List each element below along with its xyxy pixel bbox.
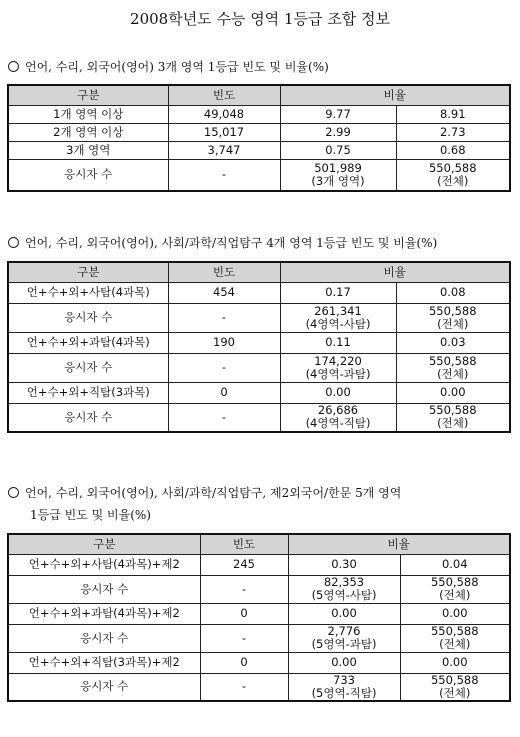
table-cell: 454 — [168, 282, 280, 303]
table-cell: 0.11 — [280, 332, 396, 353]
table-cell: 언+수+외+과탐(4과목) — [8, 332, 168, 353]
column-header: 비율 — [280, 85, 510, 105]
table-cell: 49,048 — [168, 105, 280, 123]
table-cell: - — [200, 624, 288, 652]
table-row — [8, 141, 510, 159]
table-cell: 0.00 — [288, 603, 400, 624]
table-row — [8, 303, 510, 332]
section-heading: 언어, 수리, 외국어(영어), 사회/과학/직업탐구, 제2외국어/한문 5개 영역 — [25, 486, 402, 500]
column-header: 빈도 — [168, 262, 280, 282]
column-header: 비율 — [288, 534, 510, 554]
table-cell: - — [168, 403, 280, 432]
page-title: 2008학년도 수능 영역 1등급 조합 정보 — [130, 10, 390, 28]
table-cell: 0.03 — [396, 332, 510, 353]
table-cell: - — [168, 159, 280, 191]
table-cell: 응시자 수 — [8, 624, 200, 652]
table-cell: 0.08 — [396, 282, 510, 303]
circle-bullet-icon — [8, 61, 19, 72]
table-cell: 2.99 — [280, 123, 396, 141]
table-cell: 190 — [168, 332, 280, 353]
table-5-areas — [7, 533, 511, 702]
table-cell: 82,353 (5영역-사탐) — [288, 575, 400, 603]
table-header-row — [8, 534, 510, 554]
table-cell: 언+수+외+사탐(4과목)+제2 — [8, 554, 200, 575]
section-3-areas — [0, 58, 520, 76]
circle-bullet-icon — [8, 487, 19, 498]
table-row — [8, 123, 510, 141]
table-row — [8, 353, 510, 382]
table-row — [8, 575, 510, 603]
table-row — [8, 332, 510, 353]
table-row — [8, 603, 510, 624]
column-header: 빈도 — [168, 85, 280, 105]
table-cell: 응시자 수 — [8, 575, 200, 603]
table-cell: 2개 영역 이상 — [8, 123, 168, 141]
table-cell: 550,588 (전체) — [400, 575, 510, 603]
table-cell: 550,588 (전체) — [396, 303, 510, 332]
table-cell: - — [200, 673, 288, 701]
table-cell: 550,588 (전체) — [400, 673, 510, 701]
table-cell: - — [168, 303, 280, 332]
table-cell: 3,747 — [168, 141, 280, 159]
table-cell: 0.68 — [396, 141, 510, 159]
table-cell: - — [168, 353, 280, 382]
table-cell: 응시자 수 — [8, 159, 168, 191]
table-cell: 응시자 수 — [8, 403, 168, 432]
table-cell: 550,588 (전체) — [396, 159, 510, 191]
section-heading-line2: 1등급 빈도 및 비율(%) — [30, 508, 151, 522]
table-row — [8, 554, 510, 575]
column-header: 구분 — [8, 534, 200, 554]
table-cell: 501,989 (3개 영역) — [280, 159, 396, 191]
table-cell: 733 (5영역-직탐) — [288, 673, 400, 701]
table-row — [8, 282, 510, 303]
table-cell: 0.00 — [280, 382, 396, 403]
table-row — [8, 159, 510, 191]
table-cell: 15,017 — [168, 123, 280, 141]
table-row — [8, 652, 510, 673]
table-cell: 언+수+외+과탐(4과목)+제2 — [8, 603, 200, 624]
section-heading: 언어, 수리, 외국어(영어), 사회/과학/직업탐구 4개 영역 1등급 빈도 및 비율(%) — [25, 236, 438, 250]
table-cell: 550,588 (전체) — [400, 624, 510, 652]
table-cell: 26,686 (4영역-직탐) — [280, 403, 396, 432]
section-5-areas — [0, 484, 520, 524]
table-cell: 0.00 — [400, 652, 510, 673]
circle-bullet-icon — [8, 237, 19, 248]
table-header-row — [8, 85, 510, 105]
table-cell: 3개 영역 — [8, 141, 168, 159]
table-header-row — [8, 262, 510, 282]
table-cell: 1개 영역 이상 — [8, 105, 168, 123]
table-cell: 0 — [168, 382, 280, 403]
table-3-areas — [7, 84, 511, 192]
table-cell: 174,220 (4영역-과탐) — [280, 353, 396, 382]
table-row — [8, 382, 510, 403]
table-cell: 0.00 — [400, 603, 510, 624]
table-cell: 9.77 — [280, 105, 396, 123]
table-row — [8, 403, 510, 432]
column-header: 비율 — [280, 262, 510, 282]
table-cell: 261,341 (4영역-사탐) — [280, 303, 396, 332]
column-header: 빈도 — [200, 534, 288, 554]
table-cell: 언+수+외+사탐(4과목) — [8, 282, 168, 303]
table-cell: 언+수+외+직탐(3과목)+제2 — [8, 652, 200, 673]
column-header: 구분 — [8, 85, 168, 105]
table-row — [8, 673, 510, 701]
table-cell: 응시자 수 — [8, 673, 200, 701]
table-cell: 응시자 수 — [8, 303, 168, 332]
column-header: 구분 — [8, 262, 168, 282]
table-cell: 언+수+외+직탐(3과목) — [8, 382, 168, 403]
table-row — [8, 624, 510, 652]
table-cell: 550,588 (전체) — [396, 403, 510, 432]
table-cell: 245 — [200, 554, 288, 575]
table-cell: 0.00 — [396, 382, 510, 403]
section-4-areas — [0, 234, 520, 252]
table-cell: 2.73 — [396, 123, 510, 141]
table-cell: 0.17 — [280, 282, 396, 303]
table-cell: 2,776 (5영역-과탐) — [288, 624, 400, 652]
section-heading: 언어, 수리, 외국어(영어) 3개 영역 1등급 빈도 및 비율(%) — [25, 60, 329, 74]
table-cell: 0.00 — [288, 652, 400, 673]
table-cell: 0.30 — [288, 554, 400, 575]
table-row — [8, 105, 510, 123]
table-cell: 0.75 — [280, 141, 396, 159]
table-4-areas — [7, 261, 511, 433]
table-cell: 응시자 수 — [8, 353, 168, 382]
table-cell: 0 — [200, 652, 288, 673]
table-cell: 0.04 — [400, 554, 510, 575]
table-cell: 0 — [200, 603, 288, 624]
table-cell: 550,588 (전체) — [396, 353, 510, 382]
table-cell: - — [200, 575, 288, 603]
table-cell: 8.91 — [396, 105, 510, 123]
